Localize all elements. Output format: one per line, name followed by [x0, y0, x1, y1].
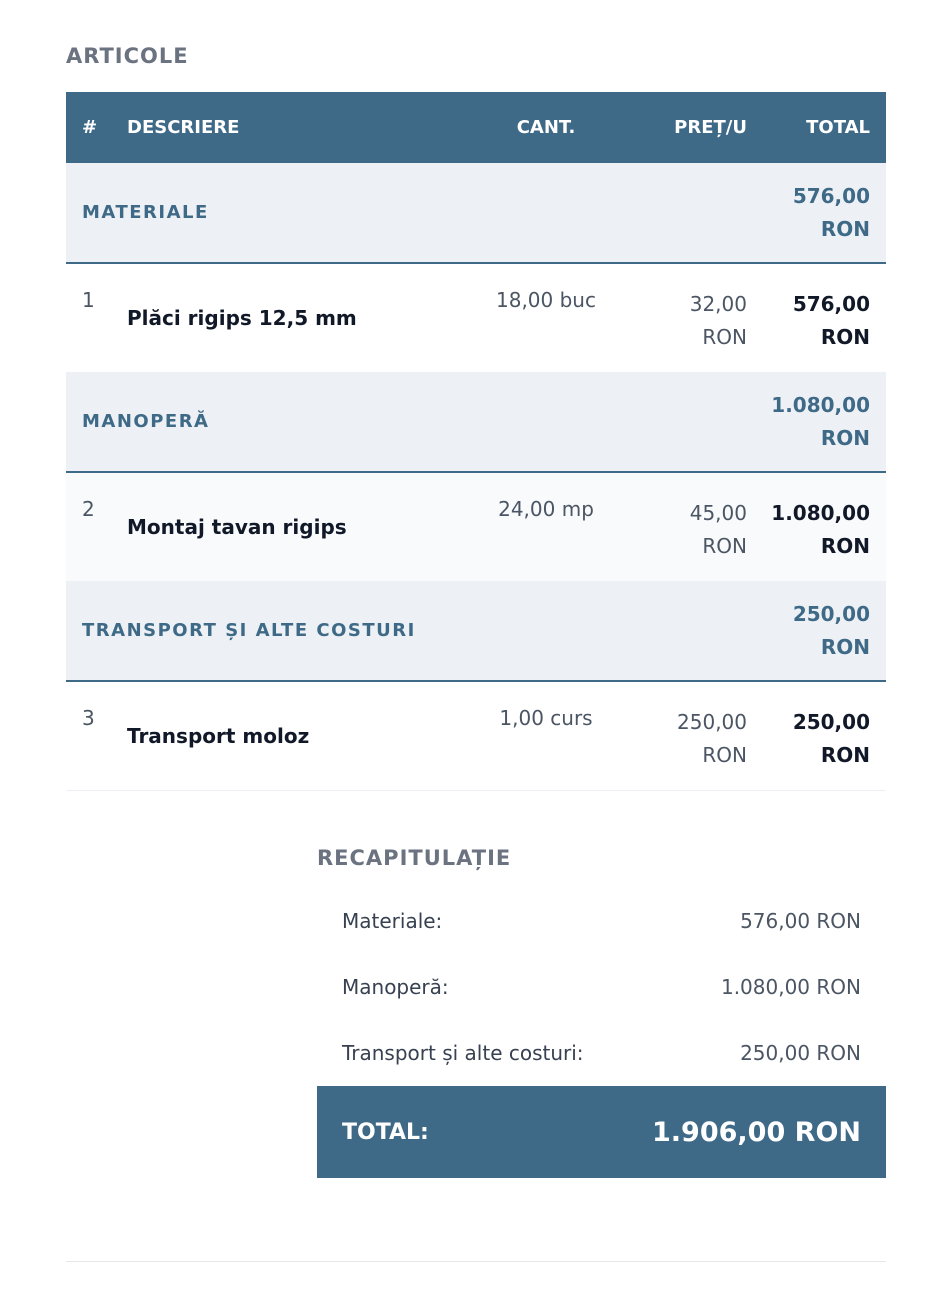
group-total-value: 1.080,00: [771, 392, 870, 417]
item-price-value: 32,00: [689, 292, 747, 316]
table-row: [66, 472, 886, 581]
summary-line-manopera: [317, 954, 886, 1020]
group-total-value: 250,00: [792, 601, 870, 626]
item-num: 2: [82, 497, 95, 521]
group-row-materiale: [66, 163, 886, 263]
table-header-row: [66, 92, 886, 163]
item-total-value: 250,00: [792, 710, 870, 734]
item-price-value: 45,00: [689, 501, 747, 525]
group-total: [759, 581, 886, 681]
item-total-value: 576,00: [792, 292, 870, 316]
group-row-transport: [66, 581, 886, 681]
summary-label: Transport și alte costuri:: [342, 1041, 584, 1065]
summary-panel: [317, 846, 886, 1178]
item-description: Plăci rigips 12,5 mm: [127, 306, 357, 330]
header-unit-price: PREȚ/U: [674, 117, 747, 138]
item-price-value: 250,00: [677, 710, 747, 734]
table-row: [66, 681, 886, 790]
group-name: MATERIALE: [66, 163, 759, 263]
item-total-unit: RON: [820, 534, 870, 558]
grand-total-bar: [317, 1086, 886, 1178]
group-total-unit: RON: [820, 425, 870, 450]
header-num: #: [82, 117, 98, 138]
item-quantity: 1,00 curs: [479, 681, 613, 790]
summary-label: Materiale:: [342, 909, 443, 933]
header-description: DESCRIERE: [127, 117, 240, 138]
item-num: 3: [66, 681, 127, 790]
item-num: 1: [82, 288, 95, 312]
item-total: [759, 472, 886, 581]
item-price-unit: RON: [702, 743, 747, 767]
item-price-unit: RON: [702, 534, 747, 558]
item-quantity: 24,00 mp: [498, 497, 594, 521]
summary-line-transport: [317, 1020, 886, 1086]
items-table: [66, 92, 886, 791]
group-total: [759, 372, 886, 472]
item-description: Montaj tavan rigips: [127, 515, 347, 539]
group-name: TRANSPORT ȘI ALTE COSTURI: [66, 581, 759, 681]
group-total-unit: RON: [820, 216, 870, 241]
item-price-unit: RON: [702, 325, 747, 349]
summary-value: 1.080,00 RON: [720, 975, 861, 999]
item-total-unit: RON: [820, 325, 870, 349]
summary-label: Manoperă:: [342, 975, 449, 999]
header-quantity: CANT.: [516, 117, 576, 138]
group-total-unit: RON: [820, 634, 870, 659]
bottom-divider: [66, 1261, 886, 1262]
section-title-articole: ARTICOLE: [66, 44, 189, 68]
grand-total-label: TOTAL:: [342, 1119, 429, 1145]
summary-title: RECAPITULAȚIE: [317, 846, 512, 870]
item-unit-price: [613, 681, 759, 790]
item-quantity: 18,00 buc: [496, 288, 596, 312]
header-total: TOTAL: [806, 117, 870, 138]
group-total-value: 576,00: [792, 183, 870, 208]
item-unit-price: [613, 472, 759, 581]
group-row-manopera: [66, 372, 886, 472]
item-total-value: 1.080,00: [771, 501, 870, 525]
summary-value: 250,00 RON: [740, 1041, 861, 1065]
table-row: [66, 263, 886, 372]
item-total: [759, 681, 886, 790]
item-unit-price: [613, 263, 759, 372]
group-total: [759, 163, 886, 263]
summary-value: 576,00 RON: [740, 909, 861, 933]
item-total: [759, 263, 886, 372]
item-description: Transport moloz: [127, 681, 479, 790]
grand-total-value: 1.906,00 RON: [652, 1116, 861, 1148]
group-name: MANOPERĂ: [66, 372, 759, 472]
summary-line-materiale: [317, 888, 886, 954]
item-total-unit: RON: [820, 743, 870, 767]
